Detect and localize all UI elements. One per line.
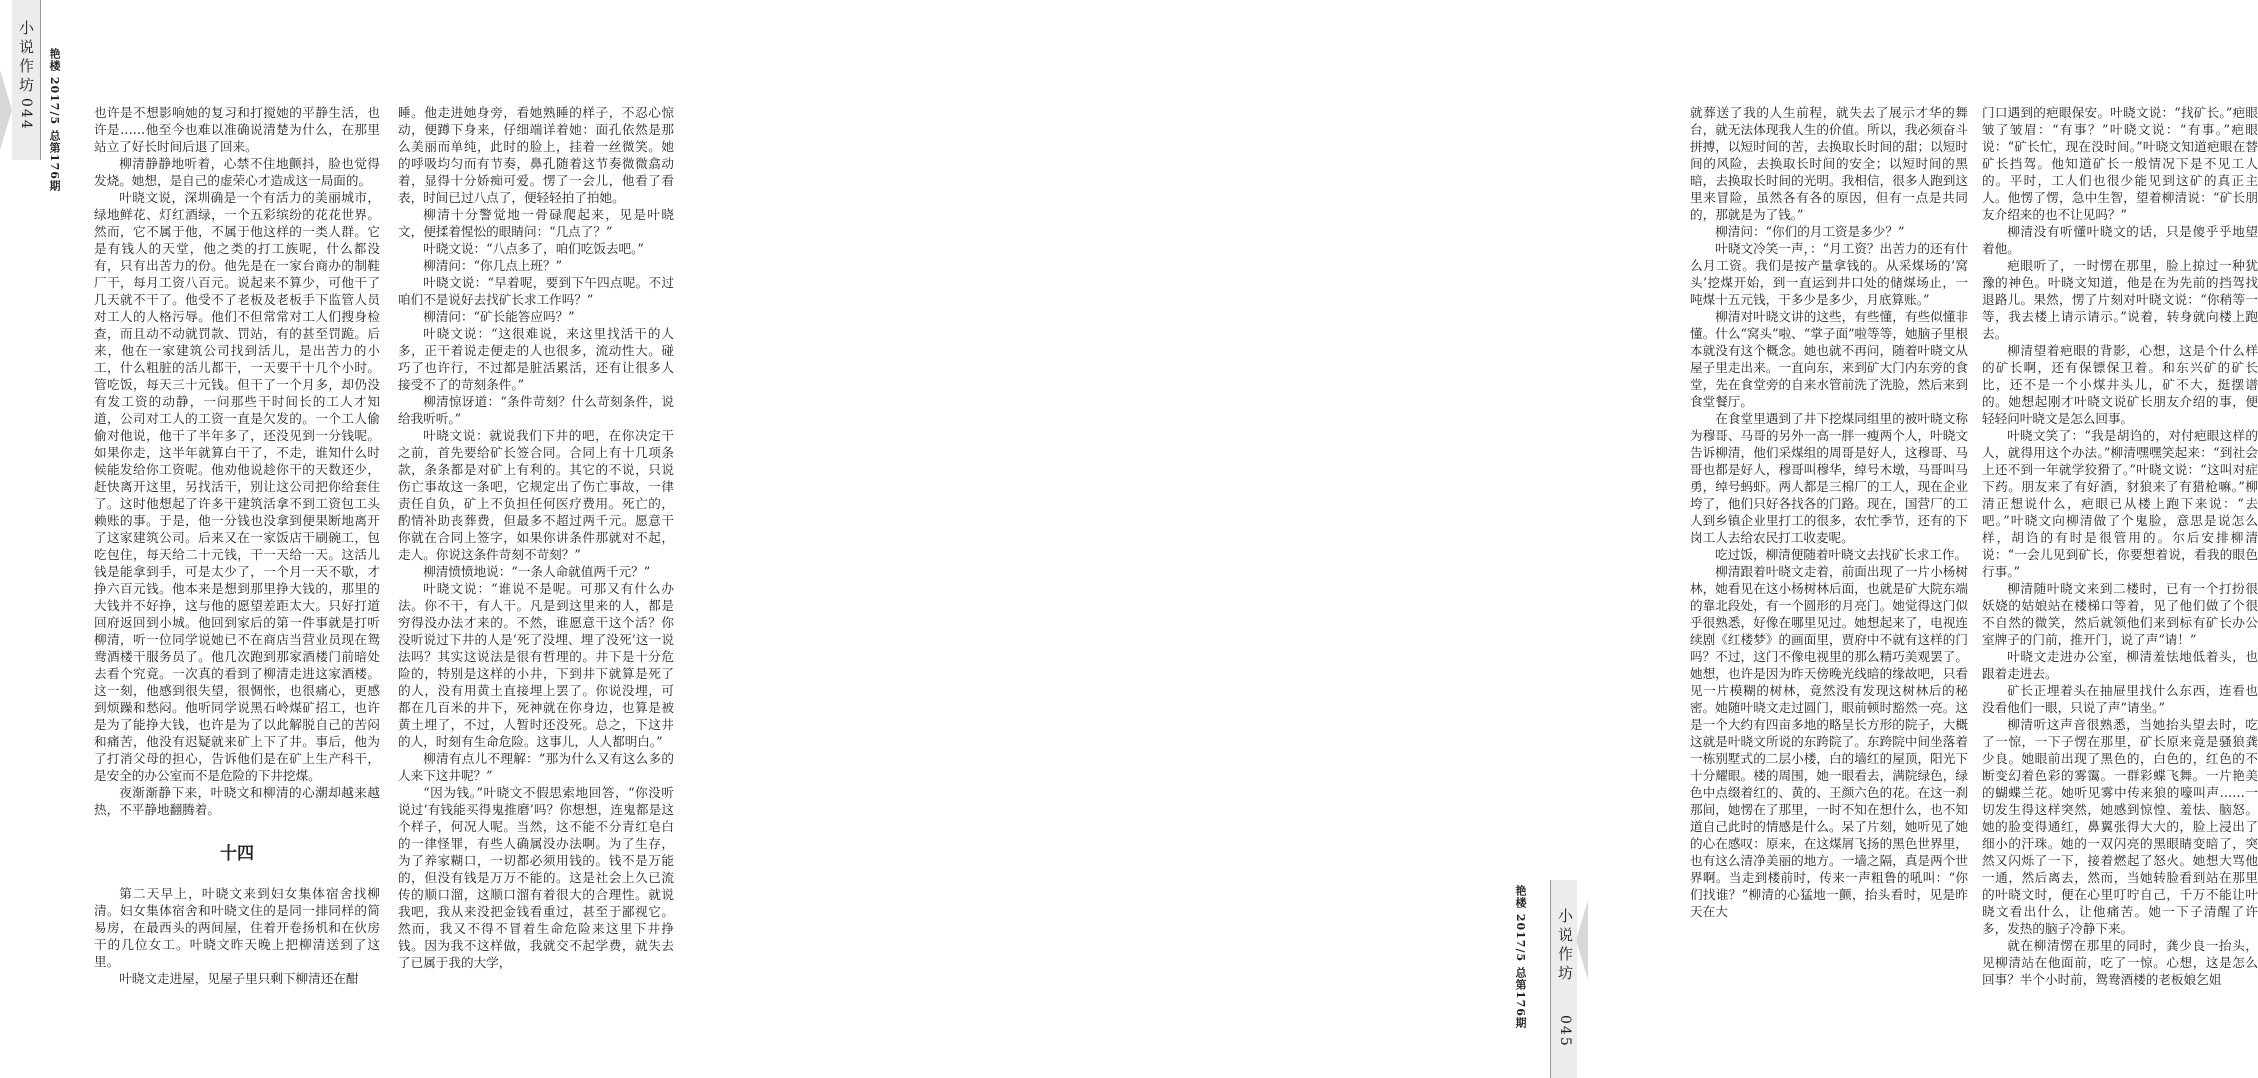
- paragraph: 就在柳清愣在那里的同时，龚少良一抬头，见柳清站在他面前，吃了一惊。心想，这是怎么回事？半个小时前，鸳鸯酒楼的老板娘乞姐: [1982, 938, 2258, 987]
- section-tab: [1550, 880, 1577, 1078]
- paragraph: 柳清跟着叶晓文走着，前面出现了一片小杨树林，她看见在这小杨树林后面，也就是矿大院东端的靠北段处，有一个圆形的月亮门。她觉得这门似乎很熟悉，好像在哪里见过。她想起来了，电视连续剧《红楼梦》的画面里，贾府中不就有这样的门吗？不过，这门不像电视里的那么精巧美观罢了。她想，也许是因为昨天傍晚光线暗的缘故吧，只看见一片模糊的树林，竟然没有发现这树林后的秘密。她随叶晓文走过圆门，眼前顿时豁然一亮。这是一个大约有四亩多地的略呈长方形的院子，大概这就是叶晓文所说的东跨院了。东跨院中间坐落着一栋别墅式的二层小楼，白的墙红的屋顶，阳光下十分耀眼。楼的周围，她一眼看去，满院绿色，绿色中点缀着红的、黄的、王颜六色的花。在这一刹那间，她愣在了那里，一时不知在想什么，也不知道自己此时的情感是什么。呆了片刻，她听见了她的心在感叹：原来，在这煤屑飞扬的黑色世界里，也有这么清净美丽的地方。一墙之隔，真是两个世界啊。当走到楼前时，传来一声粗鲁的吼叫：“你们找谁？”柳清的心猛地一颤，抬头看时，见是昨天在大: [1690, 564, 1968, 919]
- paragraph: 柳清愤愤地说：“一条人命就值两千元？”: [423, 564, 651, 579]
- paragraph: 也许是不想影响她的复习和打搅她的平静生活，也许是……他至今也难以准确说清楚为什么，在那里站立了好长时间后退了回来。: [94, 105, 380, 154]
- page-edge-shade: [1576, 900, 1588, 980]
- paragraph: 叶晓文走进办公室，柳清羞怯地低着头，也跟着走进去。: [1982, 649, 2258, 681]
- paragraph: 柳清问：“矿长能答应吗？”: [423, 309, 575, 324]
- paragraph: 叶晓文说：“八点多了，咱们吃饭去吧。”: [423, 241, 644, 256]
- paragraph: 柳清望着疤眼的背影，心想，这是个什么样的矿长啊，还有保镖保卫着。和东兴矿的矿长比，还不是一个小煤井头儿，矿不大，挺摆谱的。她想起刚才叶晓文说矿长朋友介绍的事，便轻轻问叶晓文是怎么回事。: [1982, 343, 2258, 426]
- paragraph: 柳清对叶晓文讲的这些，有些懂，有些似懂非懂。什么“窝头”啦、“掌子面”啦等等，她脑子里根本就没有这个概念。她也就不再问，随着叶晓文从屋子里走出来。一直向东，来到矿大门内东旁的食堂，先在食堂旁的自来水管前洗了洗脸，然后来到食堂餐厅。: [1690, 309, 1968, 409]
- paragraph: 柳清随叶晓文来到二楼时，已有一个打扮很妖娆的姑娘站在楼梯口等着，见了他们做了个很不自然的微笑，然后就领他们来到标有矿长办公室牌子的门前，推开门，说了声“请！”: [1982, 581, 2258, 647]
- magazine-info: 艳楼 2017/5 总第176期: [48, 48, 61, 192]
- paragraph: 吃过饭，柳清便随着叶晓文去找矿长求工作。: [1715, 547, 1968, 562]
- paragraph: 柳清问：“你几点上班？”: [423, 258, 563, 273]
- section-tab-label: 小说作坊: [1556, 908, 1574, 984]
- paragraph: 叶晓文说，深圳确是一个有活力的美丽城市，绿地鲜花、灯红酒绿，一个五彩缤纷的花花世界。然而，它不属于他，不属于他这样的一类人群。它是有钱人的天堂，他之类的打工族呢，什么都没有，只有出苦力的份。他先是在一家台商办的制鞋厂干，每月工资八百元。说起来不算少，可他干了几天就不干了。他受不了老板及老板手下监管人员对工人的人格污辱。他们不但常常对工人们搜身检查，而且动不动就罚款、罚站，有的甚至罚跪。后来，他在一家建筑公司找到活儿，是出苦力的小工，什么粗脏的活儿都干，一天要干十几个小时。管吃饭，每天三十元钱。但干了一个月多，却仍没有发工资的动静，一问那些干时间长的工人才知道，公司对工人的工资一直是欠发的。一个工人偷偷对他说，他干了半年多了，还没见到一分钱呢。如果你走，这半年就算白干了，不走，谁知什么时候能发给你工资呢。他劝他说趁你干的天数还少，赶快离开这里，另找活干，别让这公司把你给套住了。这时他想起了许多干建筑活拿不到工资包工头赖账的事。于是，他一分钱也没拿到便果断地离开了这家建筑公司。后来又在一家饭店干刷碗工，包吃包住，每天给二十元钱，干一天给一天。这活儿钱是能拿到手，可是太少了，一个月一天不歇，才挣六百元钱。他本来是想到那里挣大钱的，那里的大钱并不好挣，这与他的愿望差距太大。只好打道回府返回到小城。他回到家后的第一件事就是打听柳清，听一位同学说她已不在商店当营业员现在鸳鸯酒楼干服务员了。他几次跑到那家酒楼门前暗处去看个究竟。一次真的看到了柳清走进这家酒楼。这一刻，他感到很失望，很惆怅，也很痛心，更感到烦躁和愁闷。他听同学说黑石岭煤矿招工，也许是为了能挣大钱，也许是为了以此解脱自己的苦闷和痛苦，他没有迟疑就来矿上下了井。事后，他为了打消父母的担心，告诉他们是在矿上生产科干，是安全的办公室而不是危险的下井挖煤。: [94, 190, 380, 783]
- paragraph: 叶晓文说：“这很难说，来这里找活干的人多，正干着说走便走的人也很多，流动性大。碰巧了也许行，不过都是脏活累活，还有让很多人接受不了的苛刻条件。”: [398, 326, 674, 392]
- paragraph: 睡。他走进她身旁，看她熟睡的样子，不忍心惊动，便蹲下身来，仔细端详着她：面孔依然是那么美丽而单纯，此时的脸上，挂着一丝微笑。她的呼吸均匀而有节奏，鼻孔随着这节奏微微翕动着，显得十分娇痴可爱。愣了一会儿，他看了看表，时间已过八点了，便轻轻拍了拍她。: [398, 105, 674, 205]
- text-column-2: [398, 104, 674, 1034]
- paragraph: 叶晓文说：“早着呢，要到下午四点呢。不过咱们不是说好去找矿长求工作吗？”: [398, 275, 674, 307]
- section-tab-label: 小说作坊: [17, 20, 35, 96]
- paragraph: 叶晓文笑了：“我是胡诌的，对付疤眼这样的人，就得用这个办法。”柳清嘿嘿笑起来：“到社会上还不到一年就学狡猾了。”叶晓文说：“这叫对症下药。朋友来了有好酒，豺狼来了有猎枪嘛。”柳清正想说什么，疤眼已从楼上跑下来说：“去吧。”叶晓文向柳清做了个鬼脸，意思是说怎么样，胡诌的有时是很管用的。尔后安排柳清说：“一会儿见到矿长，你要想着说，看我的眼色行事。”: [1982, 428, 2258, 579]
- paragraph: 门口遇到的疤眼保安。叶晓文说：“找矿长。”疤眼皱了皱眉：“有事？”叶晓文说：“有事。”疤眼说：“矿长忙，现在没时间。”叶晓文知道疤眼在替矿长挡驾。他知道矿长一般情况下是不见工人的。平时，工人们也很少能见到这矿的真正主人。他愣了愣，急中生智，望着柳清说：“矿长朋友介绍来的也不让见吗？”: [1982, 105, 2258, 222]
- paragraph: 疤眼听了，一时愣在那里，脸上掠过一种犹豫的神色。叶晓文知道，他是在为先前的挡驾找退路儿。果然，愣了片刻对叶晓文说：“你稍等一等，我去楼上请示请示。”说着，转身就向楼上跑去。: [1982, 258, 2258, 341]
- paragraph: 叶晓文冷笑一声，：“月工资？出苦力的还有什么月工资。我们是按产量拿钱的。从采煤场的‘窝头’挖煤开始，到一直运到井口处的储煤场止，一吨煤十五元钱，干多少是多少，月底算账。”: [1690, 241, 1968, 307]
- paragraph: 柳清静静地听着，心禁不住地颤抖，脸也觉得发烧。她想，是自己的虚荣心才造成这一局面的。: [94, 156, 380, 188]
- text-column-3: [1690, 104, 1968, 1034]
- paragraph: 柳清惊讶道：“条件苛刻？什么苛刻条件，说给我听听。”: [398, 394, 674, 426]
- paragraph: 柳清十分警觉地一骨碌爬起来，见是叶晓文，便揉着惺忪的眼睛问：“几点了？”: [398, 207, 674, 239]
- paragraph: 矿长正埋着头在抽屉里找什么东西，连看也没看他们一眼，只说了声“请坐。”: [1982, 683, 2258, 715]
- paragraph: 柳清没有听懂叶晓文的话，只是傻乎乎地望着他。: [1982, 224, 2258, 256]
- page-number: 044: [18, 98, 34, 131]
- paragraph: 就葬送了我的人生前程，就失去了展示才华的舞台，就无法体现我人生的价值。所以，我必须奋斗拼搏，以短时间的苦，去换取长时间的甜；以短时间的风险，去换取长时间的安全；以短时间的黑暗，去换取长时间的光明。我相信，很多人跑到这里来冒险，虽然各有各的原因，但有一点是共同的，那就是为了钱。”: [1690, 105, 1968, 222]
- text-column-4: [1982, 104, 2258, 1034]
- right-page: [794, 0, 2258, 1078]
- page-number: 045: [1557, 1015, 1573, 1048]
- chapter-heading: 十四: [220, 844, 254, 864]
- paragraph: 第二天早上，叶晓文来到妇女集体宿舍找柳清。妇女集体宿舍和叶晓文住的是同一排同样的简易房，在最西头的两间屋，住着开卷扬机和在伙房干的几位女工。叶晓文昨天晚上把柳清送到了这里。: [94, 886, 380, 969]
- text-column-1: [94, 104, 380, 1034]
- paragraph: 叶晓文说：就说我们下井的吧，在你决定干之前，首先要给矿长签合同。合同上有十几项条款，条条都是对矿上有利的。其它的不说，只说伤亡事故这一条吧，它规定出了伤亡事故，一律责任自负，矿上不负担任何医疗费用。死亡的，酌情补助丧葬费，但最多不超过两千元。愿意干你就在合同上签字，如果你讲条件那就对不起，走人。你说这条件苛刻不苛刻？”: [398, 428, 674, 562]
- paragraph: 叶晓文说：“谁说不是呢。可那又有什么办法。你不干，有人干。凡是到这里来的人，都是穷得没办法才来的。不然，谁愿意干这个活？你没听说过下井的人是‘死了没埋、埋了没死’这一说法吗？其实这说法是很有哲理的。井下是十分危险的，特别是这样的小井，下到井下就算是死了的人，没有用黄土直接埋上罢了。你说没埋，可都在几百米的井下，死神就在你身边，也算是被黄土埋了，不过，人暂时还没死。总之，下这井的人，时刻有生命危险。这事儿，人人都明白。”: [398, 581, 674, 749]
- left-page: [0, 0, 794, 1078]
- magazine-info: 艳楼 2017/5 总第176期: [1514, 885, 1527, 1029]
- paragraph: 夜渐渐静下来，叶晓文和柳清的心潮却越来越热，不平静地翻腾着。: [94, 785, 380, 817]
- paragraph: 柳清问：“你们的月工资是多少？”: [1715, 224, 1905, 239]
- paragraph: “因为钱。”叶晓文不假思索地回答，“你没听说过‘有钱能买得鬼推磨’吗？你想想，连鬼都是这个样子，何况人呢。当然，这不能不分青红皂白的一律怪罪，有些人确属没办法啊。为了生存，为了养家糊口，一切都必须用钱的。钱不是万能的，但没有钱是万万不能的。这是社会上久已流传的顺口溜，这顺口溜有着很大的合理性。就说我吧，我从来没把金钱看重过，甚至于鄙视它。然而，我又不得不冒着生命危险来这里下井挣钱。因为我不这样做，我就交不起学费，就失去了已属于我的大学，: [398, 785, 674, 970]
- paragraph: 柳清听这声音很熟悉，当她抬头望去时，吃了一惊，一下子愣在那里，矿长原来竟是骚狼龚少良。她眼前出现了黑色的，白色的，红色的不断变幻着色彩的雾霭。一群彩蝶飞舞。一片艳美的蝴蝶兰花。她听见雾中传来狼的嚎叫声……一切发生得这样突然，她感到惊惶、羞怯、脑怒。她的脸变得通红，鼻翼张得大大的，脸上浸出了细小的汗珠。她的一双闪亮的黑眼睛变暗了，突然又闪烁了一下，接着燃起了怒火。她想大骂他一通，然后离去，然而，当她转脸看到站在那里的叶晓文时，便在心里叮咛自己，千万不能让叶晓文看出什么，让他痛苦。她一下子清醒了许多，发热的脑子冷静下来。: [1982, 717, 2258, 936]
- page-edge-shade: [0, 70, 12, 150]
- paragraph: 柳清有点儿不理解：“那为什么又有这么多的人来下这井呢？”: [398, 751, 674, 783]
- paragraph: 在食堂里遇到了井下挖煤同组里的被叶晓文称为穆哥、马哥的另外一高一胖一瘦两个人，叶晓文告诉柳清，他们采煤组的周哥是好人，这穆哥、马哥也都是好人，穆哥叫穆华，绰号木墩，马哥叫马勇，绰号蚂虾。两人都是三棉厂的工人，现在企业垮了，他们只好各找各的门路。现在，国营厂的工人到乡镇企业里打工的很多，农忙季节，还有的下岗工人去给农民打工收麦呢。: [1690, 411, 1968, 545]
- section-tab: [12, 0, 41, 160]
- paragraph: 叶晓文走进屋，见屋子里只剩下柳清还在酣: [119, 971, 359, 986]
